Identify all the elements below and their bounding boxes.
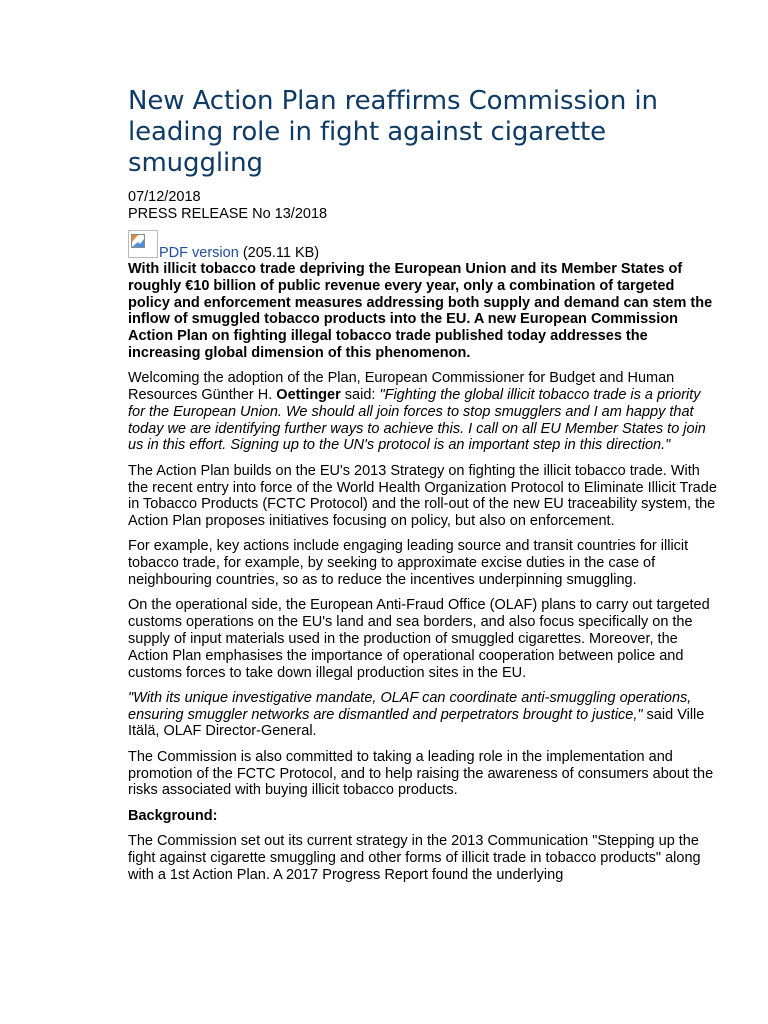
commissioner-quote-paragraph [128, 370, 718, 454]
commitment-paragraph: The Commission is also committed to taking a leading role in the implementation and promotion of the FCTC Protocol, and to help raising the awareness of consumers about the risks associated with buying illicit tobacco products. [128, 748, 714, 799]
broken-image-icon[interactable] [128, 230, 158, 258]
olaf-attribution: said Ville Itälä, OLAF Director-General. [128, 706, 705, 740]
pdf-version-link[interactable]: PDF version [159, 245, 239, 261]
example-paragraph: For example, key actions include engaging leading source and transit countries for illicit tobacco trade, for example, by seeking to approximate excise duties in the case of neighbouring countries, so as to reduce the incentives underpinning smuggling. [128, 538, 689, 589]
release-date: 07/12/2018 [128, 189, 201, 205]
background-paragraph: The Commission set out its current strategy in the 2013 Communication "Stepping up the fight against cigarette smuggling and other forms of illicit trade in tobacco products" along with a 1st Action Plan. A 2017 Progress Report found the underlying [128, 832, 701, 883]
pdf-size: (205.11 KB) [242, 245, 320, 261]
operational-paragraph: On the operational side, the European Anti-Fraud Office (OLAF) plans to carry out targeted customs operations on the EU's land and sea borders, and also focus specifically on the supply of input materials used in the production of smuggled cigarettes. Moreover, the Action Plan emphasises the importance of operational cooperation between police and customs forces to take down illegal production sites in the EU. [128, 597, 710, 681]
speaker-name: Oettinger [276, 387, 341, 404]
pdf-download [128, 228, 718, 259]
quote-intro: Welcoming the adoption of the Plan, European Commissioner for Budget and Human Resources Günther H. [128, 370, 675, 404]
olaf-quote-paragraph [128, 690, 718, 740]
press-release-content [128, 86, 718, 883]
pdf-info [159, 245, 319, 262]
page-title: New Action Plan reaffirms Commission in leading role in fight against cigarette smuggling [128, 86, 658, 178]
release-meta [128, 189, 718, 223]
olaf-quote: "With its unique investigative mandate, OLAF can coordinate anti-smuggling operations, ensuring smuggler networks are dismantled and perpetrators brought to justice," [128, 689, 692, 723]
press-release-number: PRESS RELEASE No 13/2018 [128, 206, 328, 222]
strategy-paragraph: The Action Plan builds on the EU's 2013 Strategy on fighting the illicit tobacco trade. With the recent entry into force of the World Health Organization Protocol to Eliminate Illicit Trade in Tobacco Products (FCTC Protocol) and the roll-out of the new EU traceability system, the Action Plan proposes initiatives focusing on policy, but also on enforcement. [128, 462, 717, 530]
background-heading: Background: [128, 807, 218, 824]
said-text: said: [340, 387, 380, 404]
lead-paragraph: With illicit tobacco trade depriving the European Union and its Member States of roughly €10 billion of public revenue every year, only a combination of targeted policy and enforcement measures addressing both supply and demand can stem the inflow of smuggled tobacco products into the EU. A new European Commission Action Plan on fighting illegal tobacco trade published today addresses the increasing global dimension of this phenomenon. [128, 261, 713, 361]
commissioner-quote: "Fighting the global illicit tobacco trade is a priority for the European Union. We should all join forces to stop smugglers and I am happy that today we are identifying further ways to achieve this. I call on all EU Member States to join us in this effort. Signing up to the UN's protocol is an important step in this direction." [128, 387, 706, 454]
